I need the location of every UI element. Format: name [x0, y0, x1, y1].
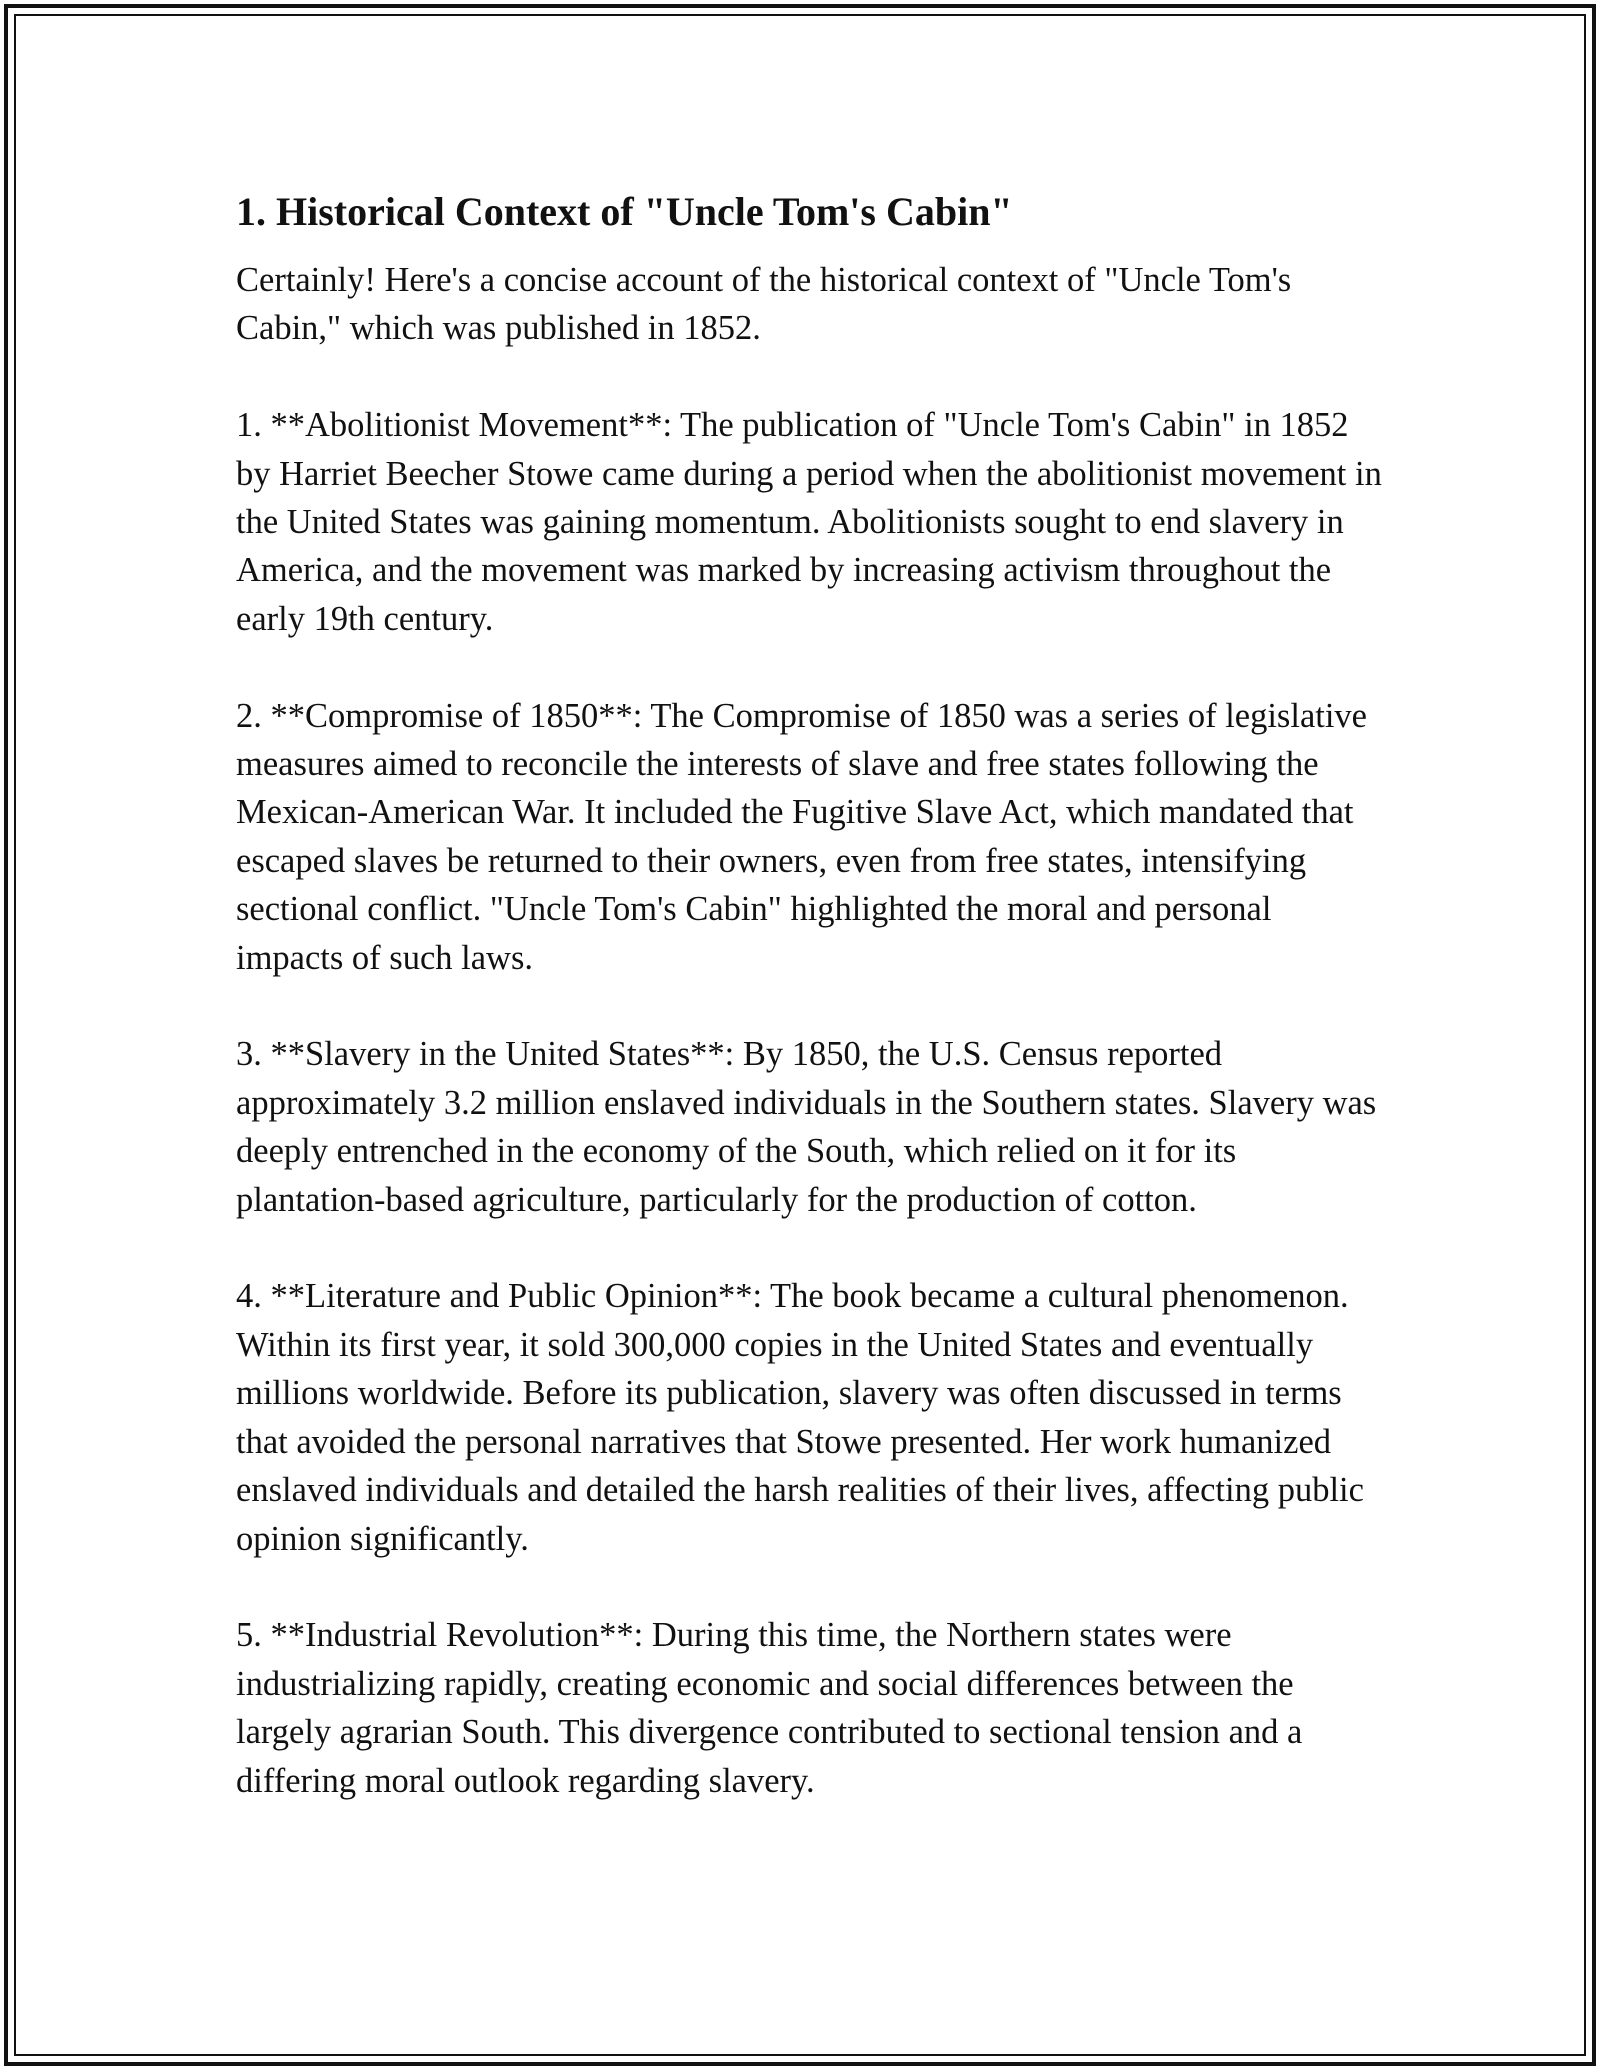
- document-body: [236, 186, 1386, 1805]
- section-industrial-revolution: 5. **Industrial Revolution**: During this time, the Northern states were industrializing rapidly, creating economic and social differences between the largely agrarian South. This divergence contributed to sectional tension and a differing moral outlook regarding slavery.: [236, 1616, 1303, 1800]
- document-heading: 1. Historical Context of "Uncle Tom's Cabin": [236, 189, 1013, 234]
- section-abolitionist-movement: 1. **Abolitionist Movement**: The publication of "Uncle Tom's Cabin" in 1852 by Harriet Beecher Stowe came during a period when the abolitionist movement in the United States was gaining momentum. Abolitionists sought to end slavery in America, and the movement was marked by increasing activism throughout the early 19th century.: [236, 406, 1382, 638]
- intro-paragraph: Certainly! Here's a concise account of the historical context of "Uncle Tom's Cabin," which was published in 1852.: [236, 261, 1292, 348]
- section-compromise-of-1850: 2. **Compromise of 1850**: The Compromise of 1850 was a series of legislative measures aimed to reconcile the interests of slave and free states following the Mexican-American War. It included the Fugitive Slave Act, which mandated that escaped slaves be returned to their owners, even from free states, intensifying sectional conflict. "Uncle Tom's Cabin" highlighted the moral and personal impacts of such laws.: [236, 696, 1367, 977]
- section-literature-public-opinion: 4. **Literature and Public Opinion**: The book became a cultural phenomenon. Within its first year, it sold 300,000 copies in the United States and eventually millions worldwide. Before its publication, slavery was often discussed in terms that avoided the personal narratives that Stowe presented. Her work humanized enslaved individuals and detailed the harsh realities of their lives, affecting public opinion significantly.: [236, 1277, 1364, 1558]
- section-slavery-in-us: 3. **Slavery in the United States**: By 1850, the U.S. Census reported approximately 3.2 million enslaved individuals in the Southern states. Slavery was deeply entrenched in the economy of the South, which relied on it for its plantation-based agriculture, particularly for the production of cotton.: [236, 1035, 1377, 1219]
